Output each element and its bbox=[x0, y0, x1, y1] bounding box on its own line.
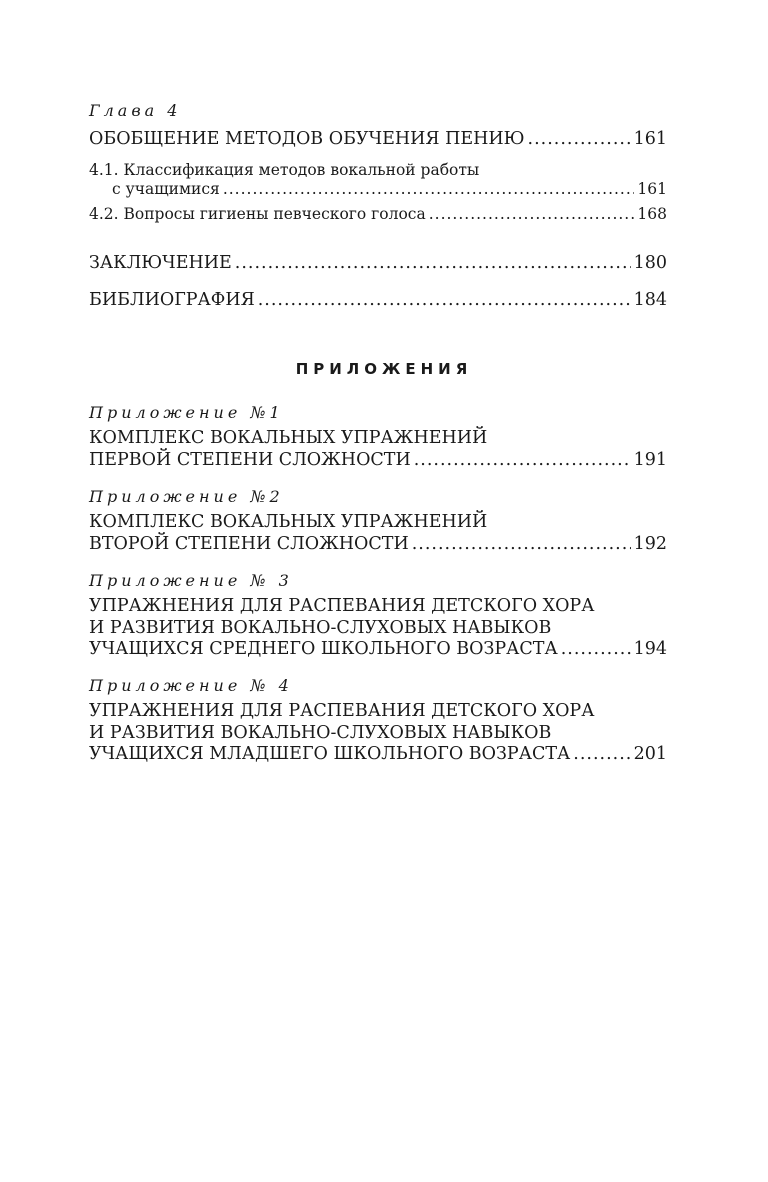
section-title: с учащимися bbox=[112, 180, 220, 198]
leader-dots bbox=[561, 638, 631, 660]
page-number: 191 bbox=[633, 450, 667, 470]
leader-dots bbox=[223, 178, 635, 200]
page-number: 201 bbox=[633, 744, 667, 764]
appendix-title-line: ПЕРВОЙ СТЕПЕНИ СЛОЖНОСТИ bbox=[89, 450, 411, 470]
chapter-title-entry[interactable] bbox=[89, 128, 667, 150]
conclusion-entry[interactable] bbox=[89, 252, 667, 274]
bibliography-entry[interactable] bbox=[89, 289, 667, 311]
appendices-heading: ПРИЛОЖЕНИЯ bbox=[295, 360, 473, 378]
page-number: 161 bbox=[637, 180, 667, 198]
leader-dots bbox=[528, 128, 631, 150]
appendix-title-line: УПРАЖНЕНИЯ ДЛЯ РАСПЕВАНИЯ ДЕТСКОГО ХОРА bbox=[89, 701, 595, 721]
appendix-title-line: ВТОРОЙ СТЕПЕНИ СЛОЖНОСТИ bbox=[89, 534, 409, 554]
appendix-title-line: УПРАЖНЕНИЯ ДЛЯ РАСПЕВАНИЯ ДЕТСКОГО ХОРА bbox=[89, 596, 595, 616]
page-number: 180 bbox=[633, 253, 667, 273]
section-title: 4.2. Вопросы гигиены певческого голоса bbox=[89, 205, 426, 223]
leader-dots bbox=[258, 289, 631, 311]
page-number: 192 bbox=[633, 534, 667, 554]
section-4-1-line1: 4.1. Классификация методов вокальной работы bbox=[89, 161, 480, 179]
appendix-title-line: КОМПЛЕКС ВОКАЛЬНЫХ УПРАЖНЕНИЙ bbox=[89, 512, 488, 532]
page-number: 161 bbox=[633, 129, 667, 149]
appendix-label: Приложение № 3 bbox=[89, 571, 293, 590]
page-number: 168 bbox=[637, 205, 667, 223]
leader-dots bbox=[414, 449, 631, 471]
appendix-label: Приложение № 4 bbox=[89, 676, 293, 695]
appendix-3-entry[interactable] bbox=[89, 638, 667, 660]
leader-dots bbox=[573, 743, 630, 765]
leader-dots bbox=[429, 203, 635, 225]
page-number: 194 bbox=[633, 639, 667, 659]
chapter-title: ОБОБЩЕНИЕ МЕТОДОВ ОБУЧЕНИЯ ПЕНИЮ bbox=[89, 129, 525, 149]
bibliography-title: БИБЛИОГРАФИЯ bbox=[89, 290, 255, 310]
appendix-label: Приложение №2 bbox=[89, 487, 284, 506]
appendix-4-entry[interactable] bbox=[89, 743, 667, 765]
page-number: 184 bbox=[633, 290, 667, 310]
appendix-label: Приложение №1 bbox=[89, 403, 284, 422]
appendix-1-entry[interactable] bbox=[89, 449, 667, 471]
appendix-title-line: И РАЗВИТИЯ ВОКАЛЬНО-СЛУХОВЫХ НАВЫКОВ bbox=[89, 723, 552, 743]
conclusion-title: ЗАКЛЮЧЕНИЕ bbox=[89, 253, 232, 273]
leader-dots bbox=[412, 533, 631, 555]
section-4-2-entry[interactable] bbox=[89, 203, 667, 225]
appendix-title-line: И РАЗВИТИЯ ВОКАЛЬНО-СЛУХОВЫХ НАВЫКОВ bbox=[89, 618, 552, 638]
leader-dots bbox=[235, 252, 631, 274]
chapter-label: Глава 4 bbox=[89, 101, 182, 120]
section-4-1-entry[interactable] bbox=[112, 178, 667, 200]
appendix-title-line: УЧАЩИХСЯ СРЕДНЕГО ШКОЛЬНОГО ВОЗРАСТА bbox=[89, 639, 558, 659]
appendix-2-entry[interactable] bbox=[89, 533, 667, 555]
appendix-title-line: УЧАЩИХСЯ МЛАДШЕГО ШКОЛЬНОГО ВОЗРАСТА bbox=[89, 744, 571, 764]
appendix-title-line: КОМПЛЕКС ВОКАЛЬНЫХ УПРАЖНЕНИЙ bbox=[89, 428, 488, 448]
